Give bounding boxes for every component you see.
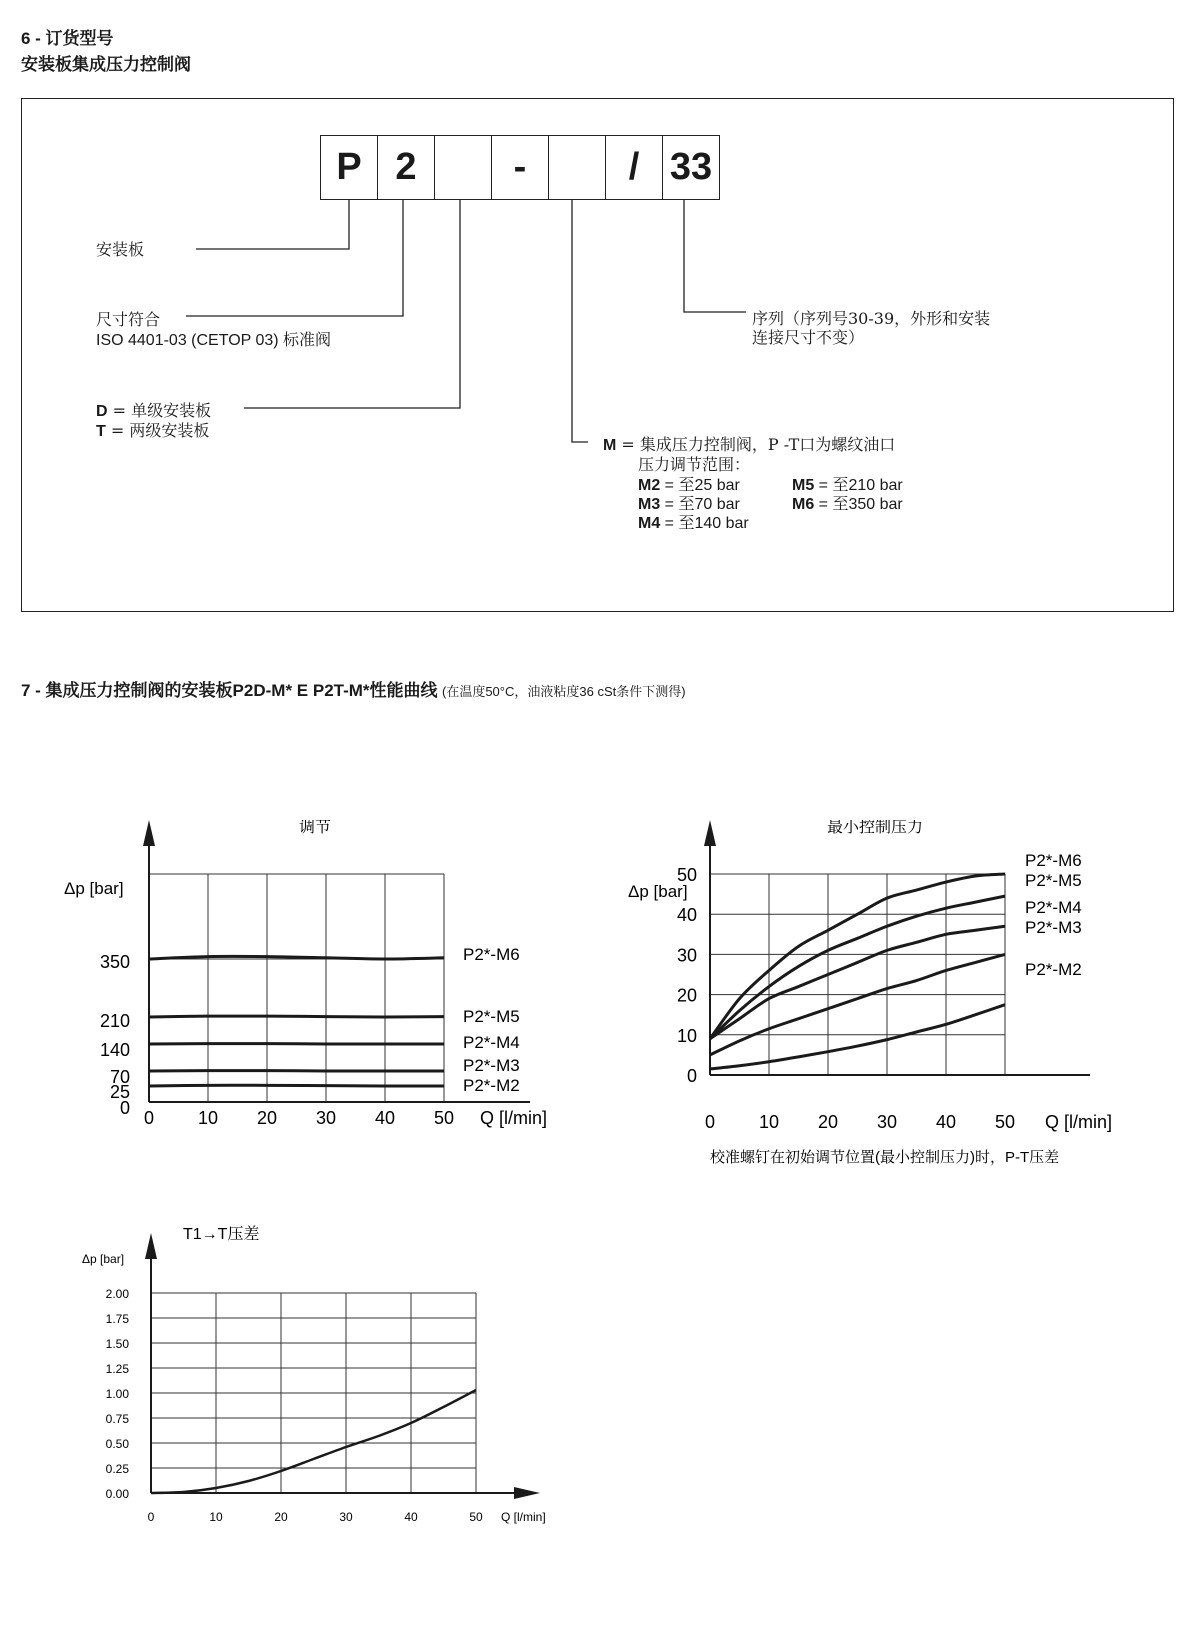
m4-key: M4 (638, 515, 661, 532)
chart-1-title: 调节 (298, 820, 332, 836)
m-text: = 集成压力控制阀，P -T口为螺纹油口 (616, 435, 896, 454)
x-tick-label: 0 (147, 1510, 155, 1524)
x-tick-label: 40 (935, 1112, 957, 1132)
leader-series (684, 199, 746, 312)
x-axis-arrow (514, 1487, 540, 1499)
chart-adjustment (0, 820, 600, 1150)
y-tick-label: 10 (676, 1025, 697, 1046)
y-tick-label: 1.75 (105, 1312, 129, 1326)
chart-t1-t-pressure-drop (0, 1215, 600, 1555)
m6-text: = 至350 bar (814, 496, 903, 513)
section-7-heading-row (21, 676, 686, 701)
section-6-heading: 6 - 订货型号 (21, 29, 114, 48)
y-axis-label: Δp [bar] (628, 882, 688, 901)
series-label: P2*-M6 (463, 945, 520, 964)
m5-key: M5 (792, 477, 815, 494)
series-label: P2*-M4 (463, 1033, 520, 1052)
label-t (96, 418, 209, 441)
series-label: P2*-M2 (1025, 960, 1082, 979)
y-axis-arrow (143, 820, 155, 846)
label-m-range: 压力调节范围： (638, 455, 751, 474)
x-tick-label: 10 (197, 1108, 219, 1128)
leader-mounting-plate (196, 199, 349, 249)
x-tick-label: 20 (256, 1108, 278, 1128)
series-line-p2-m2 (149, 1085, 444, 1086)
series-line-p2-m2 (710, 1005, 1005, 1069)
chart-2-title: 最小控制压力 (826, 820, 924, 836)
y-tick-label: 0.25 (105, 1462, 129, 1476)
label-m4 (638, 510, 749, 533)
y-tick-label: 2.00 (105, 1287, 129, 1301)
y-tick-label: 0.50 (105, 1437, 129, 1451)
series-line-p2-m3 (710, 954, 1005, 1055)
series-label: P2*-M4 (1025, 898, 1082, 917)
code-cell-4: - (492, 136, 549, 199)
t-key: T (96, 423, 106, 440)
series-label: P2*-M6 (1025, 851, 1082, 870)
y-tick-label: 70 (109, 1067, 130, 1087)
y-tick-label: 210 (99, 1011, 130, 1031)
series-line-p2-m5 (149, 1016, 444, 1017)
series-label: P2*-M3 (463, 1056, 520, 1075)
code-cell-7: 33 (669, 146, 713, 188)
m5-text: = 至210 bar (814, 477, 903, 494)
y-tick-label: 140 (99, 1040, 130, 1060)
y-tick-label: 1.00 (105, 1387, 129, 1401)
x-tick-label: 20 (817, 1112, 839, 1132)
x-axis-label: Q [l/min] (480, 1108, 548, 1128)
section-6-subheading: 安装板集成压力控制阀 (21, 55, 191, 74)
x-tick-label: 30 (876, 1112, 898, 1132)
y-tick-label: 0 (119, 1098, 130, 1118)
y-tick-label: 350 (99, 952, 130, 972)
m3-key: M3 (638, 496, 661, 513)
size-line1-text: 尺寸符合 (96, 310, 161, 329)
x-tick-label: 30 (339, 1510, 353, 1524)
code-leader-lines (0, 0, 1200, 620)
label-size-line2: ISO 4401-03 (CETOP 03) 标准阀 (96, 332, 332, 349)
code-cell-6: / (606, 136, 663, 199)
m4-text: = 至140 bar (660, 515, 749, 532)
y-axis-arrow (704, 820, 716, 846)
code-cell-2: 2 (378, 136, 435, 199)
section-7-heading: 7 - 集成压力控制阀的安装板P2D-M* E P2T-M*性能曲线 (21, 681, 438, 700)
label-series-line2: 连接尺寸不变） (752, 328, 865, 347)
series-label: P2*-M3 (1025, 918, 1082, 937)
leader-size (186, 199, 403, 316)
y-axis-arrow (145, 1233, 157, 1259)
m3-text: = 至70 bar (660, 496, 740, 513)
chart-min-control-pressure (600, 820, 1200, 1180)
y-tick-label: 20 (676, 985, 697, 1006)
chart-3-title: T1→T压差 (183, 1226, 260, 1243)
x-tick-label: 20 (274, 1510, 288, 1524)
m2-text: = 至25 bar (660, 477, 740, 494)
leader-plate-type (244, 199, 460, 408)
series-line-p2-m6 (710, 874, 1005, 1039)
y-tick-label: 30 (676, 945, 697, 966)
y-tick-label: 40 (676, 905, 697, 926)
d-key: D (96, 403, 108, 420)
x-tick-label: 30 (315, 1108, 337, 1128)
x-tick-label: 40 (374, 1108, 396, 1128)
y-tick-label: 0.75 (105, 1412, 129, 1426)
x-axis-label: Q [l/min] (1045, 1112, 1113, 1132)
x-tick-label: 40 (404, 1510, 418, 1524)
series-label: P2*-M5 (1025, 871, 1082, 890)
x-tick-label: 50 (469, 1510, 483, 1524)
x-tick-label: 50 (433, 1108, 455, 1128)
m6-key: M6 (792, 496, 815, 513)
y-tick-label: 1.25 (105, 1362, 129, 1376)
y-tick-label: 0.00 (105, 1487, 129, 1501)
code-cell-1: P (321, 136, 378, 199)
x-axis-label: Q [l/min] (501, 1510, 546, 1524)
x-tick-label: 0 (143, 1108, 155, 1128)
y-tick-label: 0 (686, 1066, 697, 1086)
series-label: P2*-M5 (463, 1007, 520, 1026)
d-text: = 单级安装板 (107, 401, 212, 420)
chart-2-caption: 校准螺钉在初始调节位置(最小控制压力)时，P-T压差 (710, 1149, 1060, 1166)
section-7-note: (在温度50°C，油液粘度36 cSt条件下测得) (442, 684, 686, 699)
label-series-line1: 序列（序列号30-39，外形和安装 (752, 309, 991, 328)
y-tick-label: 50 (676, 865, 697, 885)
t-text: = 两级安装板 (105, 421, 210, 440)
label-m6 (792, 491, 903, 514)
x-tick-label: 50 (994, 1112, 1016, 1132)
series-label: P2*-M2 (463, 1076, 520, 1095)
series-line-0 (151, 1390, 476, 1493)
y-axis-label: Δp [bar] (64, 879, 124, 898)
y-tick-label: 25 (109, 1082, 130, 1102)
y-axis-label: Δp [bar] (82, 1252, 125, 1266)
m2-key: M2 (638, 477, 661, 494)
x-tick-label: 10 (758, 1112, 780, 1132)
label-mounting-plate: 安装板 (96, 240, 145, 259)
x-tick-label: 10 (209, 1510, 223, 1524)
y-tick-label: 1.50 (105, 1337, 129, 1351)
leader-m (572, 199, 588, 442)
m-key: M (603, 437, 617, 454)
x-tick-label: 0 (704, 1112, 716, 1132)
